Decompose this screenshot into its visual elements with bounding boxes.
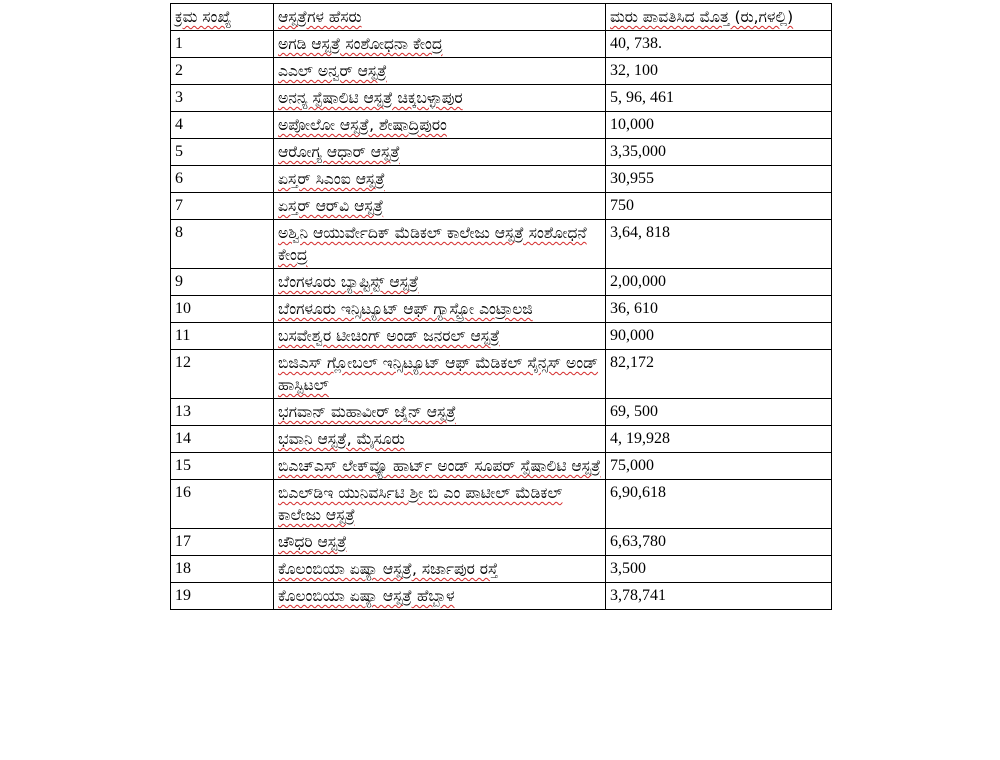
- hospital-name: ಅಪೋಲೋ ಆಸ್ಪತ್ರೆ, ಶೇಷಾದ್ರಿಪುರಂ: [278, 116, 447, 134]
- name-cell: [274, 480, 606, 529]
- table-row: [171, 556, 832, 583]
- hospital-name: ಬಿಎಲ್‌ಡಿಇ ಯುನಿವರ್ಸಿಟಿ ಶ್ರೀ ಬಿ ಎಂ ಪಾಟೀಲ್ ಮೆಡಿಕಲ್ ಕಾಲೇಜು ಆಸ್ಪತ್ರೆ: [278, 484, 563, 524]
- serial-cell: 5: [171, 139, 274, 166]
- hospital-name: ಬೆಂಗಳೂರು ಬ್ಯಾಪ್ಟಿಸ್ಟ್ ಆಸ್ಪತ್ರೆ: [278, 273, 419, 291]
- name-cell: [274, 399, 606, 426]
- serial-cell: 10: [171, 296, 274, 323]
- name-cell: [274, 350, 606, 399]
- serial-cell: 8: [171, 220, 274, 269]
- table-body: [171, 31, 832, 610]
- hospital-name: ಅನನ್ಯ ಸ್ಪೆಷಾಲಿಟಿ ಆಸ್ಪತ್ರೆ ಚಿಕ್ಕಬಳ್ಳಾಪುರ: [278, 89, 463, 107]
- table-row: [171, 323, 832, 350]
- serial-cell: 14: [171, 426, 274, 453]
- hospital-name: ಭಗವಾನ್ ಮಹಾವೀರ್ ಜೈನ್ ಆಸ್ಪತ್ರೆ: [278, 403, 456, 421]
- amount-cell: 32, 100: [606, 58, 832, 85]
- serial-cell: 15: [171, 453, 274, 480]
- serial-cell: 12: [171, 350, 274, 399]
- table-row: [171, 583, 832, 610]
- amount-cell: 75,000: [606, 453, 832, 480]
- serial-cell: 11: [171, 323, 274, 350]
- hospital-name: ಭವಾನಿ ಆಸ್ಪತ್ರೆ, ಮೈಸೂರು: [278, 430, 405, 448]
- header-amount-cell: [606, 4, 832, 31]
- amount-cell: 3,35,000: [606, 139, 832, 166]
- name-cell: [274, 453, 606, 480]
- name-cell: [274, 583, 606, 610]
- amount-cell: 90,000: [606, 323, 832, 350]
- name-cell: [274, 220, 606, 269]
- hospital-name: ಬಿಜಿಎಸ್ ಗ್ಲೋಬಲ್ ಇನ್ಸಿಟ್ಯೂಟ್ ಆಫ್ ಮೆಡಿಕಲ್ ಸೈನ್ಸಸ್ ಅಂಡ್ ಹಾಸ್ಪಿಟಲ್: [278, 354, 599, 394]
- amount-cell: 30,955: [606, 166, 832, 193]
- table-row: [171, 220, 832, 269]
- amount-cell: 3,500: [606, 556, 832, 583]
- hospital-name: ಅಶ್ವಿನಿ ಆಯುರ್ವೇದಿಕ್ ಮೆಡಿಕಲ್ ಕಾಲೇಜು ಆಸ್ಪತ್ರೆ ಸಂಶೋಧನೆ ಕೇಂದ್ರ: [278, 224, 587, 264]
- table-row: [171, 139, 832, 166]
- amount-cell: 4, 19,928: [606, 426, 832, 453]
- table-row: [171, 529, 832, 556]
- amount-cell: 5, 96, 461: [606, 85, 832, 112]
- amount-cell: 69, 500: [606, 399, 832, 426]
- amount-cell: 40, 738.: [606, 31, 832, 58]
- serial-cell: 3: [171, 85, 274, 112]
- header-name-label: ಆಸ್ಪತ್ರೆಗಳ ಹೆಸರು: [278, 8, 362, 26]
- serial-cell: 16: [171, 480, 274, 529]
- hospital-name: ಕೊಲಂಬಿಯಾ ಏಷ್ಯಾ ಆಸ್ಪತ್ರೆ ಹೆಬ್ಬಾಳ: [278, 587, 455, 605]
- hospital-name: ಅಗಡಿ ಆಸ್ಪತ್ರೆ ಸಂಶೋಧನಾ ಕೇಂದ್ರ: [278, 35, 443, 53]
- amount-cell: 750: [606, 193, 832, 220]
- table-row: [171, 480, 832, 529]
- hospital-name: ಏಸ್ತರ್ ಸಿಎಂಐ ಆಸ್ಪತ್ರೆ: [278, 170, 385, 188]
- table-row: [171, 269, 832, 296]
- name-cell: [274, 269, 606, 296]
- table-row: [171, 193, 832, 220]
- name-cell: [274, 296, 606, 323]
- serial-cell: 9: [171, 269, 274, 296]
- hospital-name: ಬಿಎಚ್‌ಎಸ್ ಲೇಕ್‌ವ್ಯೂ ಹಾರ್ಟ್ ಅಂಡ್ ಸೂಪರ್ ಸ್ಪೆಷಾಲಿಟಿ ಆಸ್ಪತ್ರೆ: [278, 457, 601, 475]
- hospital-name: ಎಎಲ್ ಅನ್ವರ್ ಆಸ್ಪತ್ರೆ: [278, 62, 387, 80]
- hospital-name: ಬೆಂಗಳೂರು ಇನ್ಸಿಟ್ಯೂಟ್ ಆಫ್ ಗ್ಯಾಸ್ಟ್ರೋ ಎಂಟ್ರಾಲಜಿ: [278, 300, 533, 318]
- hospital-name: ಚೌಧರಿ ಆಸ್ಪತ್ರೆ: [278, 533, 347, 551]
- hospital-name: ಕೊಲಂಬಿಯಾ ಏಷ್ಯಾ ಆಸ್ಪತ್ರೆ, ಸರ್ಜಾಪುರ ರಸ್ತೆ: [278, 560, 499, 578]
- table-row: [171, 31, 832, 58]
- table-row: [171, 85, 832, 112]
- serial-cell: 7: [171, 193, 274, 220]
- amount-cell: 3,64, 818: [606, 220, 832, 269]
- name-cell: [274, 323, 606, 350]
- header-serial-label: ಕ್ರಮ ಸಂಖ್ಯೆ: [175, 8, 232, 26]
- name-cell: [274, 139, 606, 166]
- header-name-cell: [274, 4, 606, 31]
- serial-cell: 19: [171, 583, 274, 610]
- serial-cell: 13: [171, 399, 274, 426]
- amount-cell: 82,172: [606, 350, 832, 399]
- header-amount-label: ಮರು ಪಾವತಿಸಿದ ಮೊತ್ತ (ರು,ಗಳಲ್ಲಿ): [610, 8, 794, 26]
- name-cell: [274, 166, 606, 193]
- amount-cell: 10,000: [606, 112, 832, 139]
- amount-cell: 6,63,780: [606, 529, 832, 556]
- table-row: [171, 426, 832, 453]
- table-row: [171, 166, 832, 193]
- serial-cell: 18: [171, 556, 274, 583]
- hospital-reimbursement-table: [170, 3, 832, 610]
- hospital-name: ಏಸ್ತರ್ ಆರ್‌ವಿ ಆಸ್ಪತ್ರೆ: [278, 197, 384, 215]
- table-row: [171, 350, 832, 399]
- amount-cell: 3,78,741: [606, 583, 832, 610]
- table-row: [171, 112, 832, 139]
- table-header: [171, 4, 832, 31]
- header-serial-cell: [171, 4, 274, 31]
- serial-cell: 17: [171, 529, 274, 556]
- name-cell: [274, 112, 606, 139]
- name-cell: [274, 193, 606, 220]
- name-cell: [274, 85, 606, 112]
- header-row: [171, 4, 832, 31]
- name-cell: [274, 426, 606, 453]
- hospital-name: ಆರೋಗ್ಯ ಆಧಾರ್ ಆಸ್ಪತ್ರೆ: [278, 143, 400, 161]
- name-cell: [274, 58, 606, 85]
- serial-cell: 6: [171, 166, 274, 193]
- serial-cell: 1: [171, 31, 274, 58]
- serial-cell: 4: [171, 112, 274, 139]
- name-cell: [274, 556, 606, 583]
- table-row: [171, 58, 832, 85]
- amount-cell: 6,90,618: [606, 480, 832, 529]
- table-row: [171, 296, 832, 323]
- table-row: [171, 399, 832, 426]
- amount-cell: 36, 610: [606, 296, 832, 323]
- hospital-name: ಬಸವೇಶ್ವರ ಟೀಚಿಂಗ್ ಅಂಡ್ ಜನರಲ್ ಆಸ್ಪತ್ರೆ: [278, 327, 500, 345]
- name-cell: [274, 31, 606, 58]
- amount-cell: 2,00,000: [606, 269, 832, 296]
- name-cell: [274, 529, 606, 556]
- serial-cell: 2: [171, 58, 274, 85]
- table-row: [171, 453, 832, 480]
